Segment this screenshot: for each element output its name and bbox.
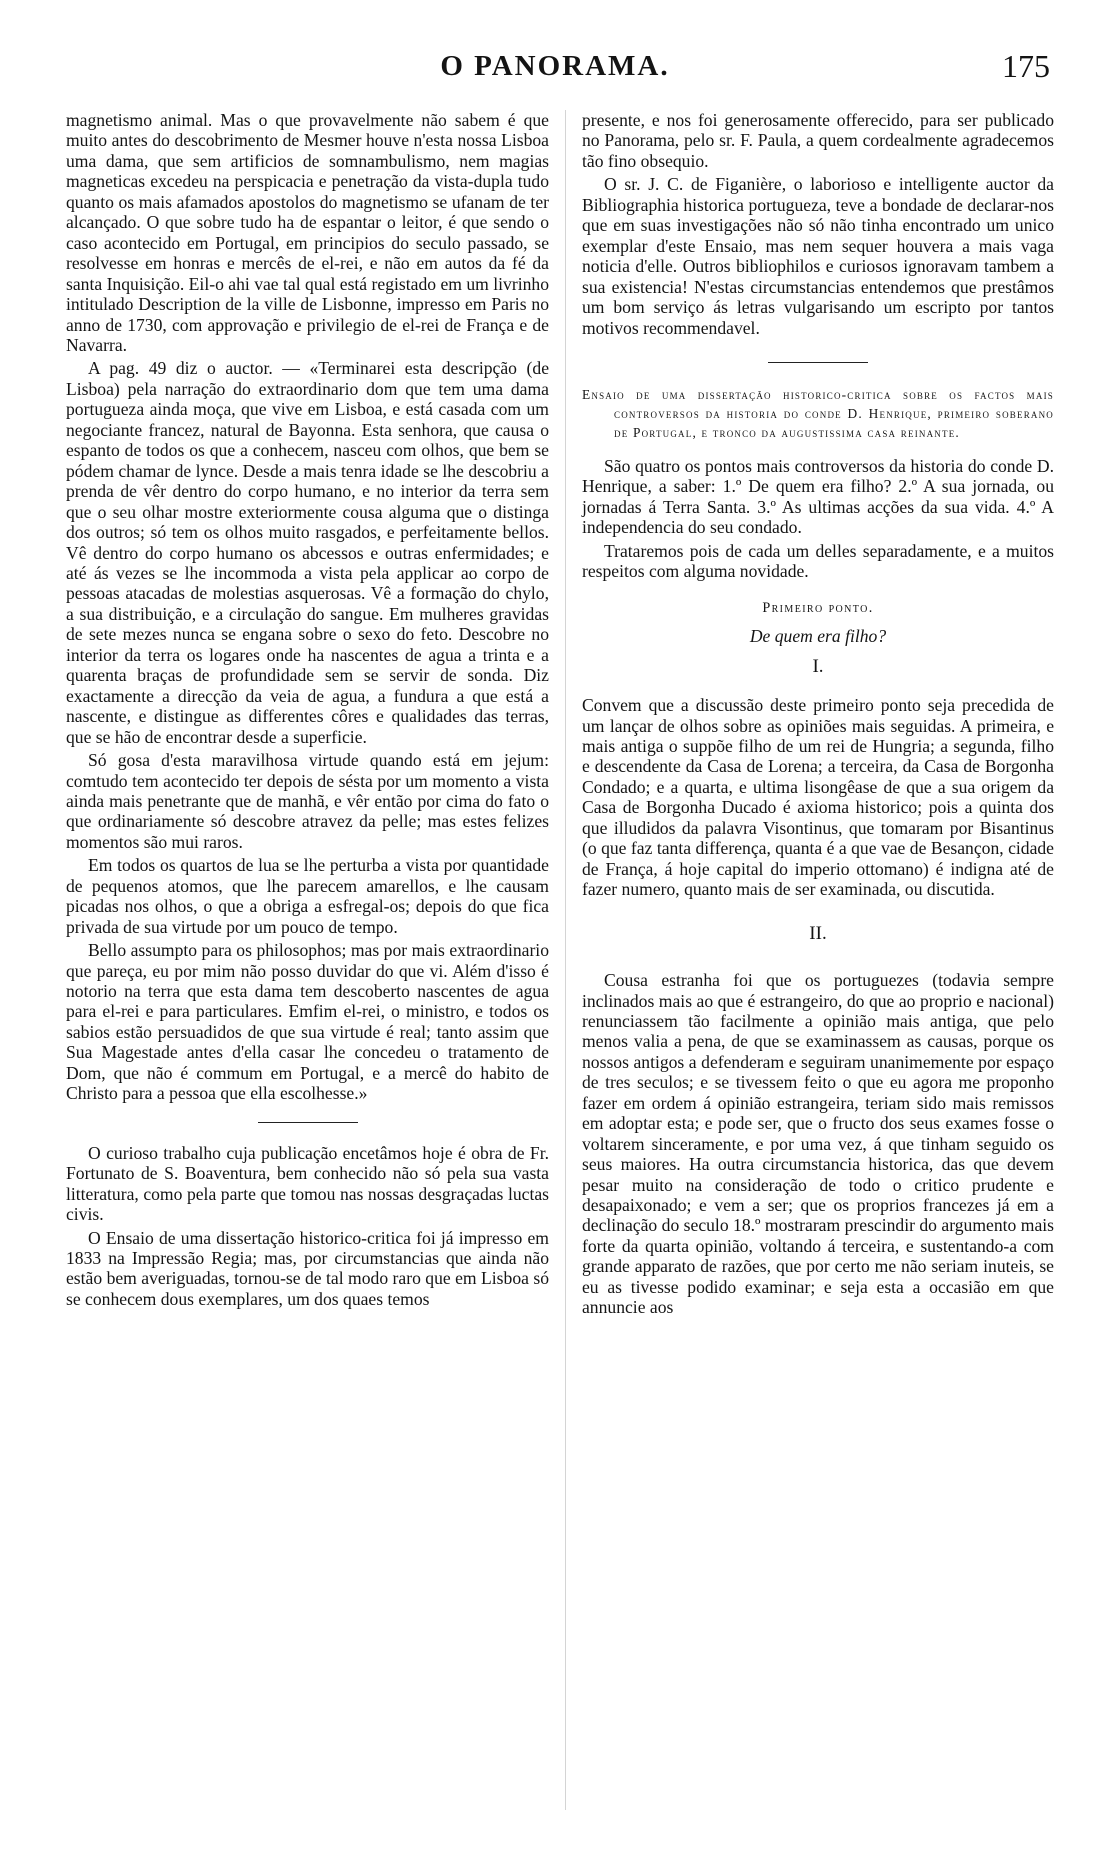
body-paragraph: magnetismo animal. Mas o que provavelmente não sabem é que muito antes do descobrimento de Mesmer houve n'esta nossa Lisboa uma dama, que sem artificios de somnambulismo, nem magias magneticas excedeu na perspicacia e penetração da vista-dupla tudo quanto os mais afamados apostolos do magnetismo se ufanam de ter alcançado. O que sobre tudo ha de espantar o leitor, é que sendo o caso acontecido em Portugal, em principios do seculo passado, se resolvesse em honras e mercês de el-rei, e não em autos da fé da santa Inquisição. Eil-o ahi vae tal qual está registado em um livrinho intitulado Description de la ville de Lisbonne, impresso em Paris no anno de 1730, com approvação e privilegio de el-rei de França e de Navarra.	[66, 110, 549, 355]
page-number: 175	[1002, 48, 1050, 84]
editor-note-paragraph: O curioso trabalho cuja publicação encetâmos hoje é obra de Fr. Fortunato de S. Boaventura, bem conhecido não só pela sua vasta litteratura, como pela parte que tomou nas nossas desgraçadas luctas civis.	[66, 1142, 549, 1225]
body-paragraph: Convem que a discussão deste primeiro ponto seja precedida de um lançar de olhos sobre as opiniões mais seguidas. A primeira, e mais antiga o suppõe filho de um rei de Hungria; a segunda, filho e descendente da Casa de Lorena; a terceira, da Casa de Borgonha Condado; e a quarta, e ultima lisongêase de que a sua origem da Casa de Borgonha Ducado é axioma historico; pois a quinta dos que illudidos da palavra Visontinus, que tomaram por Bisantinus (o que faz tanta differença, quanta é a que vae de Besançon, cidade de França, á hoje capital do imperio ottomano) é indigna até de fazer numero, quanto mais de ser examinada, ou discutida.	[582, 695, 1054, 900]
section-separator	[258, 1122, 358, 1123]
section-heading: Primeiro ponto.	[762, 599, 874, 616]
body-paragraph: Trataremos pois de cada um delles separadamente, e a muitos respeitos com alguma novidade.	[582, 540, 1054, 582]
editor-note-paragraph: presente, e nos foi generosamente offerecido, para ser publicado no Panorama, pelo sr. F. Paula, a quem cordealmente agradecemos tão fino obsequio.	[582, 110, 1054, 171]
section-separator	[768, 362, 868, 363]
section-subtitle: De quem era filho?	[749, 626, 887, 647]
essay-title: Ensaio de uma dissertação historico-critica sobre os factos mais controversos da historia do conde D. Henrique, primeiro soberano de Portugal, e tronco da augustissima casa reinante.	[582, 386, 1054, 440]
page-header	[60, 48, 1050, 92]
body-paragraph: Só gosa d'esta maravilhosa virtude quando está em jejum: comtudo tem acontecido ter depois de sésta por um momento a vista ainda mais penetrante que de manhã, e vêr então por cima do fato o que ordinariamente só descobre atravez da pelle; mas estes felizes momentos são mui raros.	[66, 750, 549, 852]
column-divider	[565, 110, 566, 1810]
body-paragraph: Bello assumpto para os philosophos; mas por mais extraordinario que pareça, eu por mim não posso duvidar do que vi. Além d'isso é notorio na terra que esta dama tem descoberto nascentes de agua para el-rei e para particulares. Emfim el-rei, o ministro, e todos os sabios estão persuadidos de que sua virtude é real; tanto assim que Sua Magestade antes d'ella casar lhe concedeu o tratamento de Dom, que não é commum em Portugal, e a mercê do habito de Christo para a pessoa que ella escolhesse.»	[66, 940, 549, 1104]
body-paragraph: Cousa estranha foi que os portuguezes (todavia sempre inclinados mais ao que é estrangeiro, do que ao proprio e nacional) renunciassem tão facilmente a opinião mais antiga, que pelo menos valia a pena, de que se examinassem as causas, porque os nossos antigos a defenderam e seguiram unanimemente por espaço de tres seculos; e se tivessem feito o que eu agora me proponho fazer em ordem á opinião estrangeira, teriam sido mais remissos em adoptar esta; e pode ser, que o fructo dos seus exames fosse o voltarem sinceramente, e por uma vez, á que tinham seguido os seus maiores. Ha outra circumstancia historica, das que devem pesar muito na consideração de todo o critico prudente e desapaixonado; e vem a ser; que os proprios francezes já em a declinação do seculo 18.º mostraram prescindir do argumento mais forte da quarta opinião, voltando á terceira, e sustentando-a com grande apparato de razões, que por certo me não seriam inuteis, se eu as tivesse podido examinar; e seja esta a occasião em que annuncie aos	[582, 970, 1054, 1318]
right-column	[582, 110, 1054, 1321]
body-paragraph: A pag. 49 diz o auctor. — «Terminarei esta descripção (de Lisboa) pela narração do extraordinario dom que tem uma dama portugueza ainda moça, que vive em Lisboa, e está casada com um negociante francez, natural de Bayonna. Esta senhora, que causa o espanto de todos os que a conhecem, nasceu com olhos, que bem se pódem chamar de lynce. Desde a mais tenra idade se lhe descobriu a prenda de vêr dentro do corpo humano, e no interior da terra sem que o seu olhar mostre exteriormente cousa alguma que o distinga dos outros; só tem os olhos muito rasgados, e perfeitamente bellos. Vê dentro do corpo humano os abcessos e outras enfermidades; e até ás vezes se lhe incommoda a vista pela applicar ao corpo de pessoas atacadas de molestias asquerosas. Vê a formação do chylo, a sua distribuição, e a circulação do sangue. Em mulheres gravidas de sete mezes nunca se engana sobre o sexo do feto. Descobre no interior da terra os logares onde ha nascentes de agua a trinta e a quarenta braças de profundidade sem se servir de sonda. Diz exactamente a direcção da veia de agua, a fundura a que está a nascente, e distingue as differentes côres e qualidades das terras, que se hão de encontrar desde a superficie.	[66, 358, 549, 747]
body-paragraph: Em todos os quartos de lua se lhe perturba a vista por quantidade de pequenos atomos, que lhe parecem amarellos, e lhe causam picadas nos olhos, o que a obriga a esfregal-os; depois do que fica privada de sua virtude por um pouco de tempo.	[66, 855, 549, 937]
editor-note-paragraph: O Ensaio de uma dissertação historico-critica foi já impresso em 1833 na Impressão Regia; mas, por circumstancias que ainda não estão bem averiguadas, tornou-se de tal modo raro que em Lisboa só se conhecem dous exemplares, um dos quaes temos	[66, 1227, 549, 1309]
body-paragraph: São quatro os pontos mais controversos da historia do conde D. Henrique, a saber: 1.º De quem era filho? 2.º A sua jornada, ou jornadas á Terra Santa. 3.º As ultimas acções da sua vida. 4.º A independencia do seu condado.	[582, 455, 1054, 538]
left-column	[66, 110, 549, 1312]
part-numeral: II.	[809, 922, 827, 944]
editor-note-paragraph: O sr. J. C. de Figanière, o laborioso e intelligente auctor da Bibliographia historica portugueza, teve a bondade de declarar-nos que em suas investigações não só não tinha encontrado um unico exemplar d'este Ensaio, mas nem sequer houvera a mais vaga noticia d'elle. Outros bibliophilos e curiosos ignoravam tambem a sua existencia! N'estas circumstancias entendemos que prestâmos um bom serviço ás letras vulgarisando um escripto por tantos motivos recommendavel.	[582, 174, 1054, 338]
running-title: O PANORAMA.	[440, 50, 670, 82]
part-numeral: I.	[812, 655, 824, 677]
